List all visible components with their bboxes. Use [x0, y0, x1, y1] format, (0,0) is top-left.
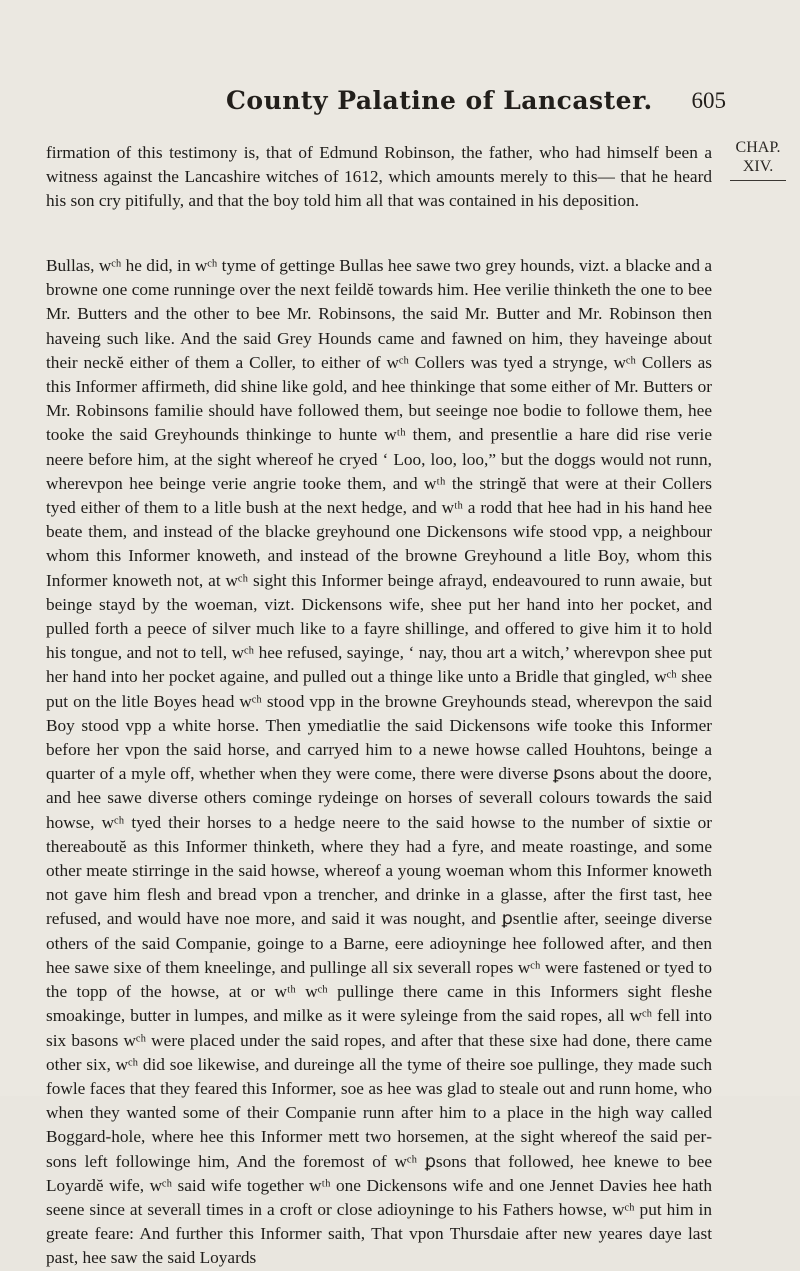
margin-rule-divider — [730, 180, 786, 181]
chapter-number: XIV. — [742, 158, 774, 175]
running-title: County Palatine of Lancaster. — [226, 86, 653, 115]
page-header — [36, 86, 726, 126]
page-number: 605 — [691, 88, 726, 113]
paragraph-intro-text: firmation of this testimony is, that of Edmund Robinson, the father, who had himself been a witness against the Lancashire witches of 1612, which amounts merely to this— that he heard his son cry pitifully, and that the boy told him all that was contained in his deposition. — [46, 143, 712, 211]
paragraph-deposition-text: Bullas, wᶜʰ he did, in wᶜʰ tyme of gettinge Bullas hee sawe two grey hounds, vizt. a blacke and a browne one come runninge over the next feildĕ towards him. Hee verilie thinketh the one to bee Mr. Butters and the other to bee Mr. Robinsons, the said Mr. Butter and Mr. Robinson then haveing such like. And the said Grey Hounds came and fawned on him, they haveinge about their neckĕ either of them a Coller, to either of wᶜʰ Collers was tyed a strynge, wᶜʰ Collers as this Informer affirmeth, did shine like gold, and hee thinkinge that some either of Mr. Butters or Mr. Robinsons familie should have followed them, but seeinge noe bodie to followe them, hee tooke the said Greyhounds thinkinge to hunte wᵗʰ them, and presentlie a hare did rise verie neere before him, at the sight whereof he cryed ‘ Loo, loo, loo,” but the doggs would not runn, wherevpon hee beinge verie angrie tooke them, and wᵗʰ the stringĕ that were at their Collers tyed either of them to a litle bush at the next hedge, and wᵗʰ a rodd that hee had in his hand hee beate them, and instead of the blacke greyhound one Dickensons wife stood vpp, a neighbour whom this Informer knoweth, and instead of the browne Greyhound a litle Boy, whom this Informer knoweth not, at wᶜʰ sight this Informer beinge afrayd, endeavoured to runn awaie, but beinge stayd by the woeman, vizt. Dickensons wife, shee put her hand into her pocket, and pulled forth a peece of silver much like to a fayre shillinge, and offered to give him it to hold his tongue, and not to tell, wᶜʰ hee refused, sayinge, ‘ nay, thou art a witch,’ wherevpon shee put her hand into her pocket againe, and pulled out a thinge like unto a Bridle that gingled, wᶜʰ shee put on the litle Boyes head wᶜʰ stood vpp in the browne Greyhounds stead, wherevpon the said Boy stood vpp a white horse. Then ymediatlie the said Dickensons wife tooke this Informer before her vpon the said horse, and carryed him to a newe howse called Houhtons, beinge a quarter of a myle off, whether when they were come, there were diverse ꝑsons about the doore, and hee sawe diverse others cominge rydeinge on horses of severall colours towards the said howse, wᶜʰ tyed their horses to a hedge neere to the said howse to the number of sixtie or thereaboutĕ as this Informer thinketh, where they had a fyre, and meate roastinge, and some other meate stirringe in the said howse, whereof a young woeman whom this Informer knoweth not gave him flesh and bread vpon a trencher, and drinke in a glasse, after the first tast, hee refused, and would have noe more, and said it was nought, and ꝑsentlie after, seeinge diverse others of the said Companie, goinge to a Barne, eere adioyninge hee followed after, and then hee sawe sixe of them kneelinge, and pullinge all six severall ropes wᶜʰ were fastened or tyed to the topp of the howse, at or wᵗʰ wᶜʰ pullinge there came in this Informers sight fleshe smoakinge, butter in lumpes, and milke as it were syleinge from the said ropes, all wᶜʰ fell into six basons wᶜʰ were placed under the said ropes, and after that these sixe had done, there came other six, wᶜʰ did soe likewise, and dureinge all the tyme of theire soe pullinge, they made such fowle faces that they feared this Informer, soe as hee was glad to steale out and runn home, who when they wanted some of their Companie runn after him to a place in the high way called Boggard-hole, where hee this Informer mett two horsemen, at the sight whereof the said persons left followinge him, And the foremost of wᶜʰ ꝑsons that followed, hee knewe to bee Loyardĕ wife, wᶜʰ said wife together wᵗʰ one Dickensons wife and one Jennet Davies hee hath seene since at severall times in a croft or close adioyninge to his Fathers howse, wᶜʰ put him in greate feare: And further this Informer saith, That vpon Thursdaie after new yeares daye last past, hee saw the said Loyards — [46, 256, 712, 1268]
paragraph-deposition — [46, 254, 712, 1271]
chapter-margin-note — [725, 138, 791, 176]
paragraph-intro — [46, 141, 712, 214]
chapter-label: CHAP. — [735, 139, 781, 156]
